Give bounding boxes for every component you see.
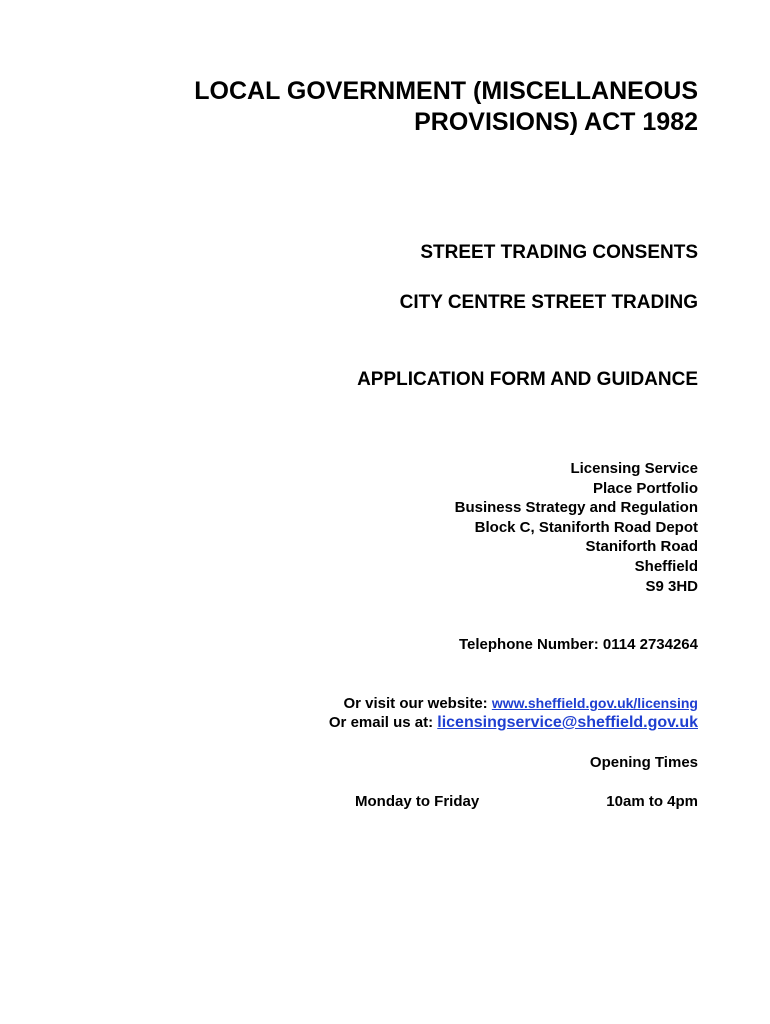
website-link[interactable]: www.sheffield.gov.uk/licensing — [491, 695, 698, 711]
act-title-line-1: LOCAL GOVERNMENT (MISCELLANEOUS — [194, 77, 698, 105]
email-line — [329, 713, 698, 732]
heading-city-centre-street-trading: CITY CENTRE STREET TRADING — [399, 292, 698, 313]
address-line: Business Strategy and Regulation — [454, 499, 698, 517]
opening-days: Monday to Friday — [355, 793, 480, 810]
telephone-line — [459, 635, 698, 654]
address-line: Staniforth Road — [585, 538, 698, 556]
opening-hours: 10am to 4pm — [606, 793, 698, 810]
website-label: Or visit our website: — [343, 695, 488, 712]
address-line: Place Portfolio — [592, 479, 698, 497]
website-line — [329, 694, 698, 713]
heading-street-trading-consents: STREET TRADING CONSENTS — [420, 242, 698, 263]
telephone-number: 0114 2734264 — [602, 636, 698, 653]
email-label: Or email us at: — [328, 714, 434, 731]
address-line: Block C, Staniforth Road Depot — [474, 518, 698, 536]
email-link[interactable]: licensingservice@sheffield.gov.uk — [437, 714, 698, 731]
address-line: Sheffield — [634, 557, 698, 575]
heading-application-form: APPLICATION FORM AND GUIDANCE — [357, 369, 698, 390]
opening-times-title: Opening Times — [589, 754, 698, 771]
address-line: Licensing Service — [570, 460, 698, 477]
act-title-line-2: PROVISIONS) ACT 1982 — [414, 108, 698, 136]
telephone-label: Telephone Number: — [458, 636, 599, 653]
act-title — [98, 76, 698, 138]
address-line: S9 3HD — [645, 577, 698, 595]
contact-block — [329, 694, 698, 732]
address-block — [455, 459, 698, 596]
